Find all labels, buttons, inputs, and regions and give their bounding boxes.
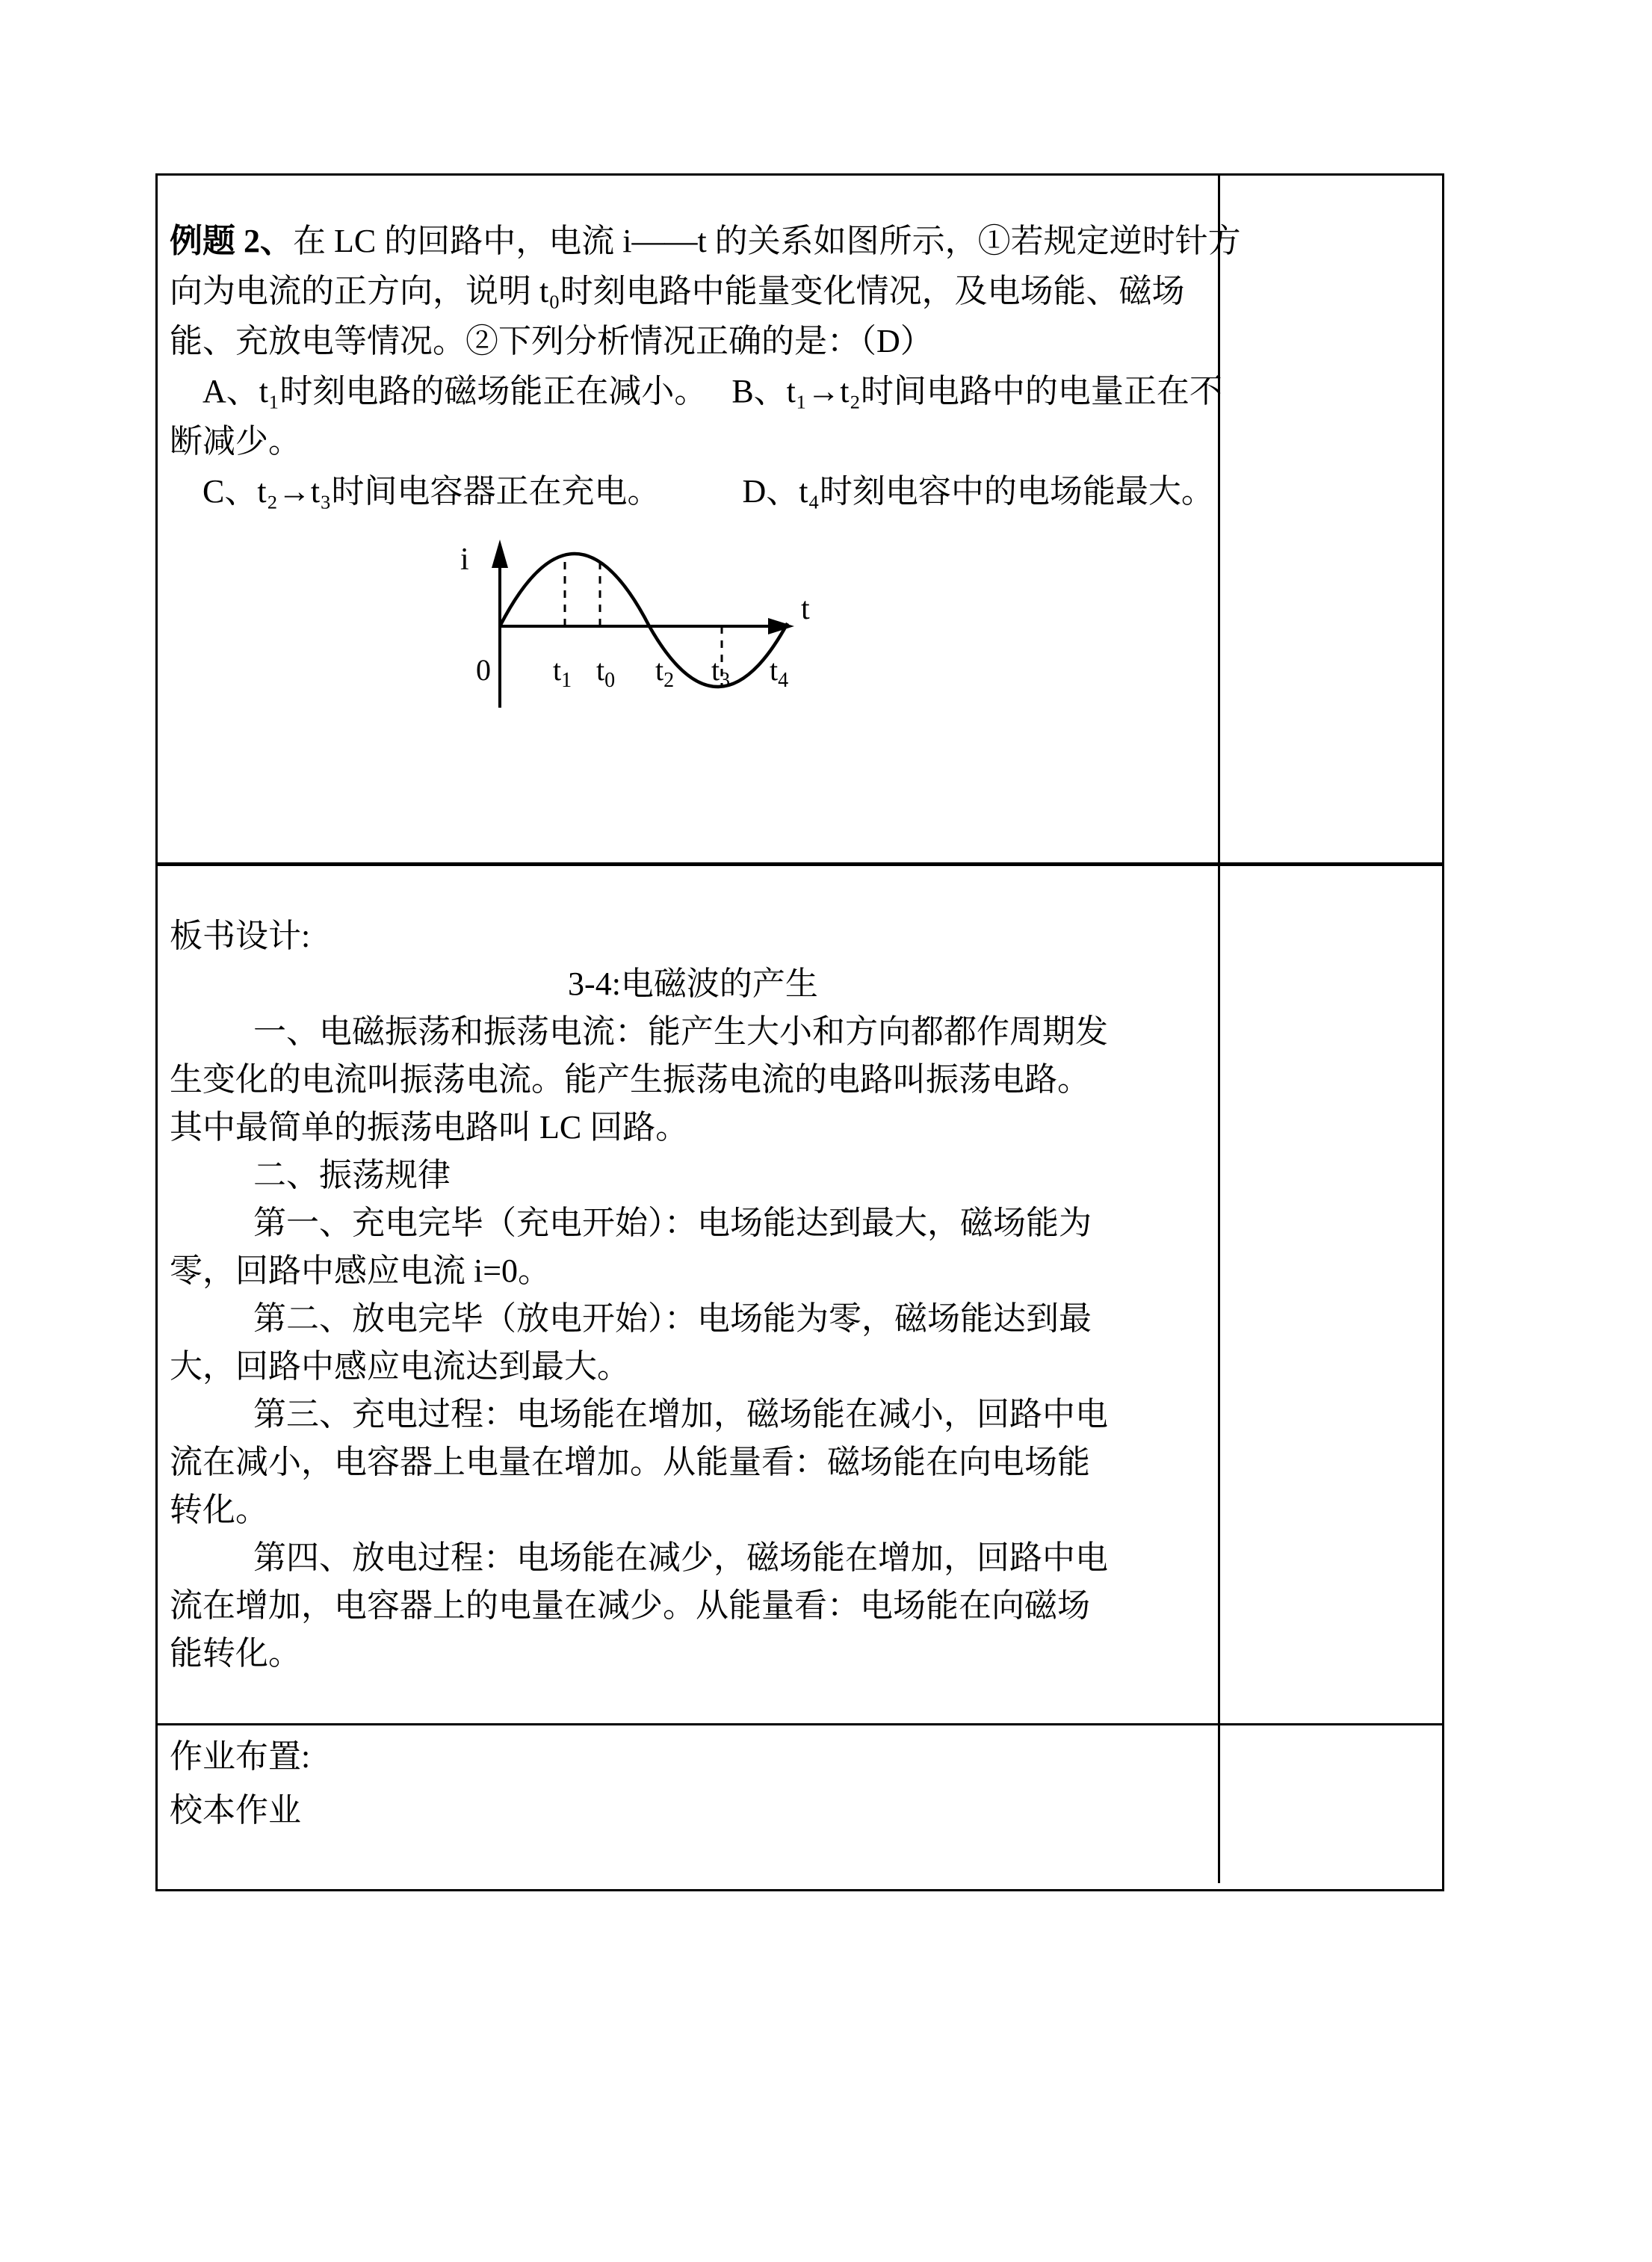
blackboard-heading: 板书设计:	[170, 918, 311, 954]
blackboard-cell	[158, 866, 1220, 1723]
blackboard-line: 其中最简单的振荡电路叫 LC 回路。	[170, 1109, 689, 1146]
example-row	[158, 176, 1442, 866]
example-label: 例题 2、	[170, 223, 293, 259]
blackboard-line: 转化。	[170, 1492, 268, 1528]
blackboard-line: 第二、放电完毕（放电开始）：电场能为零，磁场能达到最	[253, 1300, 1092, 1337]
i-axis-label: i	[460, 543, 469, 577]
blackboard-line: 流在增加，电容器上的电量在减少。从能量看：电场能在向磁场	[170, 1587, 1090, 1624]
t-axis-label: t	[801, 592, 810, 626]
blackboard-line: 流在减小，电容器上电量在增加。从能量看：磁场能在向电场能	[170, 1444, 1090, 1480]
blackboard-line: 能转化。	[170, 1635, 301, 1672]
blackboard-line: 一、电磁振荡和振荡电流：能产生大小和方向都都作周期发	[253, 1013, 1108, 1050]
current-time-graph	[442, 531, 823, 740]
blackboard-row	[158, 866, 1442, 1725]
blackboard-title: 3-4:电磁波的产生	[568, 965, 818, 1002]
tick-label-t0: $t_0$	[596, 653, 616, 692]
homework-row	[158, 1725, 1442, 1883]
blackboard-line: 第三、充电过程：电场能在增加，磁场能在减小，回路中电	[253, 1396, 1108, 1433]
margin-cell-2	[1220, 866, 1442, 1723]
tick-label-t3: $t_3$	[711, 653, 731, 692]
i-axis-arrow-icon	[492, 540, 508, 568]
homework-cell	[158, 1725, 1220, 1883]
blackboard-line: 大，回路中感应电流达到最大。	[170, 1348, 630, 1385]
homework-content: 校本作业	[170, 1792, 301, 1829]
example-line-1-text: 在 LC 的回路中，电流 i——t 的关系如图所示，①若规定逆时针方	[293, 223, 1241, 259]
margin-cell-1	[1220, 176, 1442, 862]
origin-label: 0	[476, 653, 491, 687]
options-line-ab-wrap: 断减少。	[170, 423, 301, 460]
tick-label-t1: $t_1$	[553, 653, 572, 692]
blackboard-line: 二、振荡规律	[253, 1157, 451, 1193]
sine-curve	[500, 554, 788, 687]
blackboard-line: 第一、充电完毕（充电开始）：电场能达到最大，磁场能为	[253, 1205, 1092, 1241]
blackboard-line: 第四、放电过程：电场能在减少，磁场能在增加，回路中电	[253, 1539, 1108, 1576]
homework-heading: 作业布置:	[170, 1738, 311, 1775]
example-line-3: 能、充放电等情况。②下列分析情况正确的是：（D）	[170, 323, 933, 359]
options-line-ab: A、t₁时刻电路的磁场能正在减小。 B、t₁→t₂时间电路中的电量正在不	[170, 373, 1222, 410]
blackboard-line: 生变化的电流叫振荡电流。能产生振荡电流的电路叫振荡电路。	[170, 1061, 1090, 1098]
tick-label-t4: $t_4$	[770, 653, 789, 692]
options-line-cd: C、t₂→t₃时间电容器正在充电。 D、t₄时刻电容中的电场能最大。	[170, 473, 1214, 510]
lesson-plan-table	[155, 173, 1444, 1891]
blackboard-line: 零，回路中感应电流 i=0。	[170, 1252, 551, 1289]
example-line-1	[170, 216, 1241, 266]
example-line-2: 向为电流的正方向，说明 t₀时刻电路中能量变化情况，及电场能、磁场	[170, 273, 1185, 309]
tick-label-t2: $t_2$	[655, 653, 675, 692]
margin-cell-3	[1220, 1725, 1442, 1883]
example-cell	[158, 176, 1241, 862]
